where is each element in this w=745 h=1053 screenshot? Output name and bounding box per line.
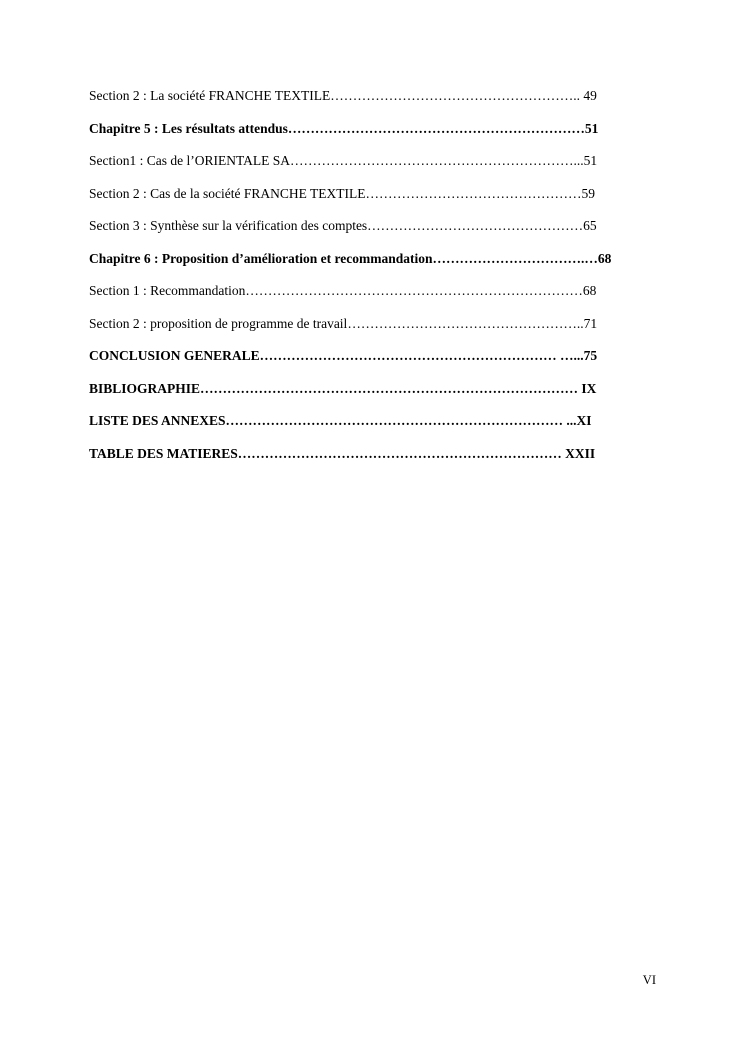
toc-entry: Section1 : Cas de l’ORIENTALE SA………………………………………………………...51 — [89, 153, 598, 168]
toc-entry: Section 2 : proposition de programme de travail……………………………………………..71 — [89, 315, 598, 331]
toc-entry: Section 1 : Recommandation…………………………………………………………………68 — [89, 283, 597, 298]
toc-entry: Chapitre 5 : Les résultats attendus…………………………………………………………51 — [89, 120, 599, 136]
toc-entry: Chapitre 6 : Proposition d’amélioration et recommandation…………………………….…68 — [89, 250, 612, 266]
toc-entry: Section 2 : La société FRANCHE TEXTILE……………………………………………….. 49 — [89, 88, 597, 103]
table-of-contents — [89, 86, 656, 476]
toc-entry: CONCLUSION GENERALE………………………………………………………… …...75 — [89, 348, 598, 363]
toc-entry: Section 2 : Cas de la société FRANCHE TEXTILE…………………………………………59 — [89, 185, 595, 201]
toc-entry: BIBLIOGRAPHIE………………………………………………………………………… IX — [89, 380, 597, 396]
toc-entry: TABLE DES MATIERES……………………………………………………………… XXII — [89, 445, 596, 461]
toc-entry: Section 3 : Synthèse sur la vérification des comptes…………………………………………65 — [89, 218, 597, 233]
page-number: VI — [642, 973, 656, 987]
toc-entry: LISTE DES ANNEXES………………………………………………………………… ...XI — [89, 413, 592, 428]
